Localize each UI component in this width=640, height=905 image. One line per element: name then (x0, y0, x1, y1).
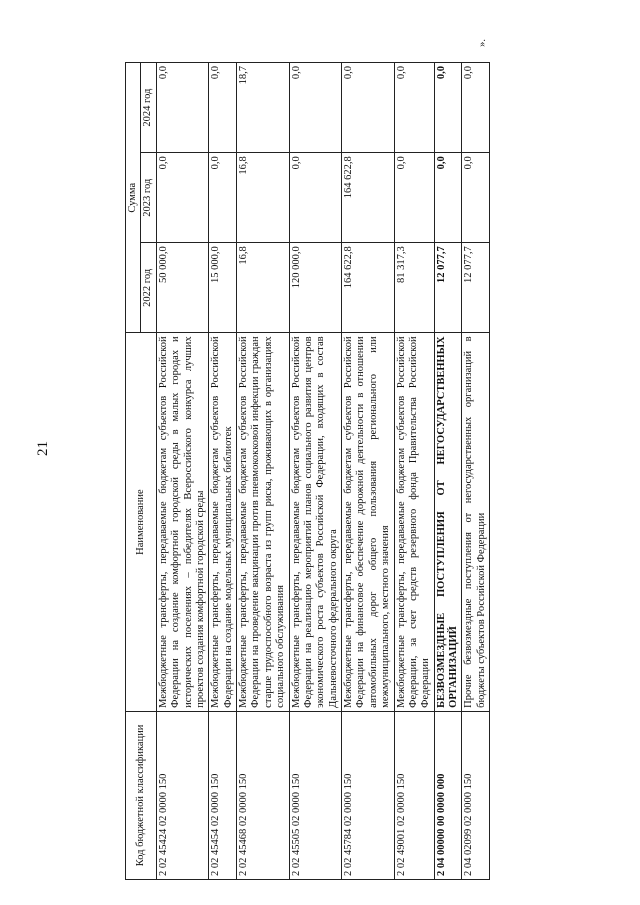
row-value-2022: 164 622,8 (342, 243, 395, 333)
table-row (209, 63, 237, 880)
row-value-2022: 12 077,7 (462, 243, 490, 333)
header-year-2023: 2023 год (141, 153, 156, 243)
row-value-2024: 0,0 (289, 63, 342, 153)
row-value-2024: 18,7 (237, 63, 290, 153)
row-name: Межбюджетные трансферты, передаваемые бюджетам субъектов Российской Федерации на реализацию мероприятий планов социального развития центров экономического роста субъектов Российской Федерации, входящих в состав Дальневосточного федерального округа (289, 333, 342, 711)
row-name: Межбюджетные трансферты, передаваемые бюджетам субъектов Российской Федерации на создание модельных муниципальных библиотек (209, 333, 237, 711)
row-value-2024: 0,0 (342, 63, 395, 153)
row-code: 2 02 45454 02 0000 150 (209, 711, 237, 879)
header-name: Наименование (126, 333, 157, 711)
row-value-2022: 50 000,0 (156, 243, 209, 333)
row-value-2023: 164 622,8 (342, 153, 395, 243)
row-name: БЕЗВОЗМЕЗДНЫЕ ПОСТУПЛЕНИЯ ОТ НЕГОСУДАРСТВЕННЫХ ОРГАНИЗАЦИЙ (434, 333, 462, 711)
row-value-2022: 15 000,0 (209, 243, 237, 333)
row-code: 2 02 45505 02 0000 150 (289, 711, 342, 879)
rotated-table-container (125, 39, 490, 880)
header-sum: Сумма (126, 63, 141, 333)
row-value-2024: 0,0 (463, 66, 475, 80)
table-row (289, 63, 342, 880)
row-code: 2 04 00000 00 0000 000 (434, 711, 462, 879)
row-name: Межбюджетные трансферты, передаваемые бюджетам субъектов Российской Федерации на создание комфортной городской среды в малых городах и исторических поселениях – победителях Всероссийского конкурса лучших проектов создания комфортной городской среды (156, 333, 209, 711)
row-value-2023: 0,0 (394, 153, 434, 243)
row-name: Межбюджетные трансферты, передаваемые бюджетам субъектов Российской Федерации на проведение вакцинации против пневмококковой инфекции граждан старше трудоспособного возраста из групп риска, проживающих в организациях социального обслуживания (237, 333, 290, 711)
row-value-2022: 12 077,7 (434, 243, 462, 333)
row-value-2022: 16,8 (237, 243, 290, 333)
row-code: 2 02 49001 02 0000 150 (394, 711, 434, 879)
row-value-2023: 0,0 (434, 153, 462, 243)
row-value-2024: 0,0 (394, 63, 434, 153)
row-value-2024: 0,0 (156, 63, 209, 153)
row-value-2023: 16,8 (237, 153, 290, 243)
header-year-2024: 2024 год (141, 63, 156, 153)
table-row (394, 63, 434, 880)
closing-mark: ». (476, 39, 488, 47)
row-code: 2 02 45468 02 0000 150 (237, 711, 290, 879)
row-name: Прочие безвозмездные поступления от негосударственных организаций в бюджеты субъектов Российской Федерации (462, 333, 490, 711)
row-code: 2 02 45784 02 0000 150 (342, 711, 395, 879)
row-value-2023: 0,0 (289, 153, 342, 243)
table-row (462, 63, 490, 880)
row-name: Межбюджетные трансферты, передаваемые бюджетам субъектов Российской Федерации, за счет средств резервного фонда Правительства Российской Федерации (394, 333, 434, 711)
table-row (156, 63, 209, 880)
budget-table (125, 39, 490, 880)
row-value-2024: 0,0 (434, 63, 462, 153)
row-value-2022: 81 317,3 (394, 243, 434, 333)
row-value-2024-cell (462, 39, 490, 153)
header-code: Код бюджетной классификации (126, 711, 157, 879)
row-value-2023: 0,0 (156, 153, 209, 243)
row-value-2023: 0,0 (462, 153, 490, 243)
row-value-2023: 0,0 (209, 153, 237, 243)
row-name: Межбюджетные трансферты, передаваемые бюджетам субъектов Российской Федерации на финансовое обеспечение дорожной деятельности в отношении автомобильных дорог общего пользования регионального или межмуниципального, местного значения (342, 333, 395, 711)
table-row (434, 63, 462, 880)
row-value-2024: 0,0 (209, 63, 237, 153)
row-code: 2 04 02099 02 0000 150 (462, 711, 490, 879)
header-year-2022: 2022 год (141, 243, 156, 333)
table-row (237, 63, 290, 880)
row-code: 2 02 45424 02 0000 150 (156, 711, 209, 879)
row-value-2022: 120 000,0 (289, 243, 342, 333)
table-row (342, 63, 395, 880)
page-number: 21 (35, 441, 51, 456)
